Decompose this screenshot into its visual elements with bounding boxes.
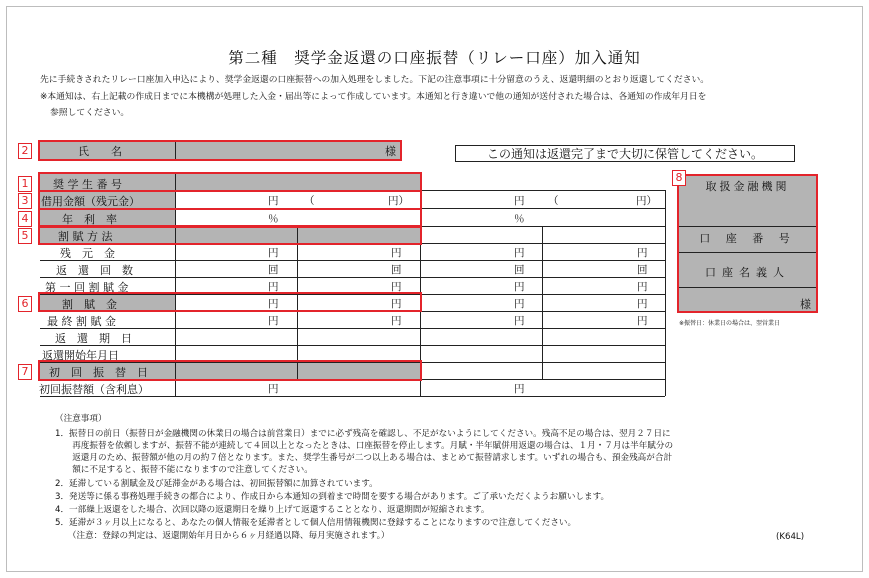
notes-line: 2．延滞している割賦金及び延滞金がある場合は、初回振替額に加算されています。 bbox=[55, 479, 378, 489]
form-code: (K64L) bbox=[776, 532, 805, 542]
highlight-box-install bbox=[38, 292, 422, 312]
remain-label: 残 元 金 bbox=[60, 247, 115, 260]
count-times-2: 回 bbox=[391, 264, 402, 276]
remain-yen-4: 円 bbox=[637, 247, 648, 259]
highlight-box-method bbox=[38, 225, 422, 245]
last-install-yen-1: 円 bbox=[268, 315, 279, 327]
remain-yen-3: 円 bbox=[514, 247, 525, 259]
period-label: 返 還 期 日 bbox=[55, 332, 132, 345]
last-install-label: 最 終 割 賦 金 bbox=[47, 315, 116, 328]
loan-yen-1: 円 bbox=[268, 195, 279, 207]
loan-paren-close-2: 円） bbox=[636, 195, 657, 207]
loan-paren-close-1: 円） bbox=[388, 195, 409, 207]
highlight-box-scholar-no bbox=[38, 172, 422, 192]
bank-account-no-label: 口 座 番 号 bbox=[699, 232, 796, 245]
first-install-yen-2: 円 bbox=[391, 281, 402, 293]
remain-yen-1: 円 bbox=[268, 247, 279, 259]
highlight-box-bank bbox=[677, 174, 818, 313]
bank-institution-label: 取扱金融機関 bbox=[705, 180, 790, 193]
highlight-box-first-transfer bbox=[38, 360, 422, 381]
install-yen-3: 円 bbox=[514, 298, 525, 310]
marker-4: 4 bbox=[18, 211, 32, 227]
notes-heading: （注意事項） bbox=[55, 414, 107, 424]
loan-yen-2: 円 bbox=[514, 195, 525, 207]
bank-account-name-label: 口座名義人 bbox=[705, 266, 790, 279]
bank-footnote: ※振替日：休業日の場合は、翌営業日 bbox=[679, 320, 781, 327]
loan-label: 借用金額（残元金） bbox=[41, 195, 140, 208]
notes-line: 1．振替日の前日（振替日が金融機関の休業日の場合は前営業日）までに必ず残高を確認し、不足がないようにしてください。残高不足の場合は、翌月２７日に bbox=[55, 429, 671, 439]
first-amount-label: 初回振替額（含利息） bbox=[39, 383, 149, 396]
intro-line-1: 先に手続きされたリレー口座加入申込により、奨学金返還の口座振替への加入処理をしました。下記の注意事項に十分留意のうえ、返還明細のとおり返還してください。 bbox=[40, 75, 710, 85]
first-install-yen-3: 円 bbox=[514, 281, 525, 293]
count-times-1: 回 bbox=[268, 264, 279, 276]
highlight-box-loan bbox=[38, 190, 422, 210]
first-install-yen-1: 円 bbox=[268, 281, 279, 293]
highlight-box-name bbox=[38, 140, 402, 161]
install-yen-2: 円 bbox=[391, 298, 402, 310]
notes-line: 再度振替を依頼しますが、振替不能が連続して４回以上となったときは、口座振替を停止します。月賦・半年賦併用返還の場合は、１月・７月は半年賦分の bbox=[55, 441, 674, 451]
count-label: 返 還 回 数 bbox=[56, 264, 133, 277]
first-amount-yen-1: 円 bbox=[268, 383, 279, 395]
intro-line-3: 参照してください。 bbox=[50, 108, 130, 118]
install-yen-4: 円 bbox=[637, 298, 648, 310]
first-transfer-label: 初 回 振 替 日 bbox=[49, 366, 148, 379]
start-date-label: 返還開始年月日 bbox=[42, 349, 119, 362]
marker-2: 2 bbox=[18, 143, 32, 159]
notes-line: 返還月のため、振替額が他の月の約７倍となります。また、奨学生番号が二つ以上ある場合は、まとめて振替請求します。いずれの場合も、預金残高が合計 bbox=[55, 453, 673, 463]
first-amount-yen-2: 円 bbox=[514, 383, 525, 395]
notes-line: （注意：登録の判定は、返還開始年月日から６ヶ月経過以降、毎月実施されます。） bbox=[55, 531, 390, 541]
intro-line-2: ※本通知は、右上記載の作成日までに本機構が処理した入金・届出等によって作成しています。本通知と行き違いで他の通知が送付された場合は、各通知の作成年月日を bbox=[40, 92, 707, 102]
count-times-4: 回 bbox=[637, 264, 648, 276]
rate-percent-1: ％ bbox=[268, 213, 279, 225]
loan-paren-open-1: （ bbox=[304, 195, 315, 207]
rate-percent-2: ％ bbox=[514, 213, 525, 225]
install-yen-1: 円 bbox=[268, 298, 279, 310]
marker-7: 7 bbox=[18, 364, 32, 380]
last-install-yen-2: 円 bbox=[391, 315, 402, 327]
notes-line: 3．発送等に係る事務処理手続きの都合により、作成日から本通知の到着まで時間を要する場合があります。ご了承いただくようお願いします。 bbox=[55, 492, 610, 502]
marker-3: 3 bbox=[18, 193, 32, 209]
bank-suffix: 様 bbox=[800, 298, 811, 311]
remain-yen-2: 円 bbox=[391, 247, 402, 259]
first-install-label: 第 一 回 割 賦 金 bbox=[45, 281, 129, 294]
last-install-yen-4: 円 bbox=[637, 315, 648, 327]
marker-6: 6 bbox=[18, 296, 32, 312]
document-title: 第二種 奨学金返還の口座振替（リレー口座）加入通知 bbox=[228, 49, 641, 67]
notes-line: 額に不足すると、振替不能になりますので注意してください。 bbox=[55, 465, 313, 475]
count-times-3: 回 bbox=[514, 264, 525, 276]
method-label: 割 賦 方 法 bbox=[58, 230, 113, 243]
name-suffix: 様 bbox=[385, 145, 396, 158]
keep-notice: この通知は返還完了まで大切に保管してください。 bbox=[455, 145, 795, 162]
first-install-yen-4: 円 bbox=[637, 281, 648, 293]
notes-line: 5．延滞が３ヶ月以上になると、あなたの個人情報を延滞者として個人信用情報機関に登録することになりますので注意してください。 bbox=[55, 518, 577, 528]
install-label: 割 賦 金 bbox=[62, 298, 117, 311]
name-label: 氏 名 bbox=[78, 145, 122, 158]
marker-1: 1 bbox=[18, 176, 32, 192]
scholar-no-label: 奨 学 生 番 号 bbox=[53, 178, 122, 191]
rate-label: 年 利 率 bbox=[62, 213, 117, 226]
loan-paren-open-2: （ bbox=[548, 195, 559, 207]
marker-5: 5 bbox=[18, 228, 32, 244]
notes-line: 4．一部繰上返還をした場合、次回以降の返還期日を繰り上げて返還することとなり、返還期間が短縮されます。 bbox=[55, 505, 490, 515]
last-install-yen-3: 円 bbox=[514, 315, 525, 327]
marker-8: 8 bbox=[672, 170, 686, 186]
